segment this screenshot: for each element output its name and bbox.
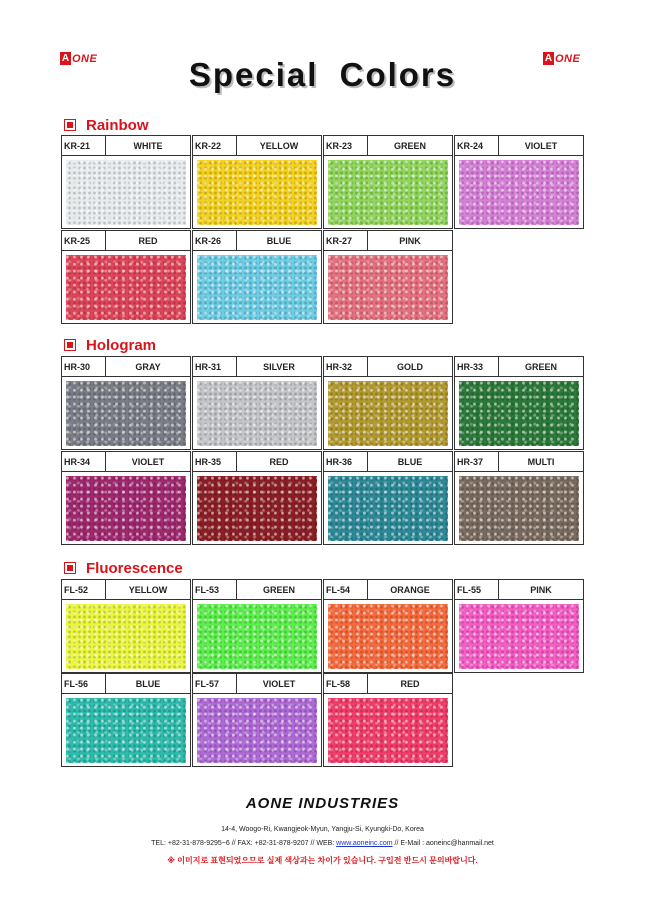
color-card — [192, 673, 322, 767]
color-name: PINK — [399, 235, 421, 246]
color-card — [61, 135, 191, 229]
color-card-header — [62, 136, 190, 156]
color-card-header — [62, 231, 190, 251]
color-card — [454, 451, 584, 545]
glitter-swatch — [328, 698, 448, 763]
glitter-swatch — [197, 698, 317, 763]
color-code: HR-36 — [324, 452, 368, 471]
color-code: FL-58 — [324, 674, 368, 693]
company-contact — [0, 840, 645, 847]
color-card-header — [324, 136, 452, 156]
color-name: YELLOW — [259, 140, 299, 151]
glitter-swatch — [459, 381, 579, 446]
color-name: VIOLET — [524, 140, 558, 151]
color-code: HR-30 — [62, 357, 106, 376]
glitter-swatch — [328, 255, 448, 320]
color-card — [323, 230, 453, 324]
glitter-swatch — [66, 255, 186, 320]
color-code: HR-32 — [324, 357, 368, 376]
color-card — [61, 451, 191, 545]
color-card-header — [62, 452, 190, 472]
color-code: KR-22 — [193, 136, 237, 155]
color-card-header — [193, 580, 321, 600]
color-name: VIOLET — [131, 456, 165, 467]
color-card — [454, 356, 584, 450]
color-card-header — [324, 231, 452, 251]
color-name: ORANGE — [390, 584, 430, 595]
aone-logo-left: A ONE — [61, 52, 98, 65]
glitter-swatch — [328, 160, 448, 225]
website-link[interactable]: www.aoneinc.com — [336, 840, 393, 847]
section-title-text: Rainbow — [86, 116, 149, 134]
color-card-header — [62, 674, 190, 694]
glitter-swatch — [66, 381, 186, 446]
section-title-rainbow — [64, 116, 149, 134]
disclaimer-note: ※ 이미지로 표현되었으므로 실제 색상과는 차이가 있습니다. 구입전 반드시 문의바랍니다. — [167, 856, 478, 865]
color-card — [323, 579, 453, 673]
color-card — [192, 451, 322, 545]
color-card — [192, 579, 322, 673]
color-card — [323, 673, 453, 767]
color-card-header — [324, 452, 452, 472]
section-title-text: Hologram — [86, 336, 157, 354]
color-card — [323, 451, 453, 545]
color-card — [454, 135, 584, 229]
contact-prefix: TEL: +82-31-878-9295~6 // FAX: +82-31-878-9207 // WEB: — [151, 840, 337, 847]
glitter-swatch — [459, 604, 579, 669]
color-name: RED — [269, 456, 289, 467]
color-card — [323, 356, 453, 450]
color-card — [61, 356, 191, 450]
color-code: FL-57 — [193, 674, 237, 693]
color-card-header — [455, 452, 583, 472]
color-name: GOLD — [397, 361, 423, 372]
color-name: PINK — [530, 584, 552, 595]
color-code: HR-37 — [455, 452, 499, 471]
color-card-header — [193, 231, 321, 251]
color-card-header — [62, 580, 190, 600]
color-name: YELLOW — [128, 584, 168, 595]
color-code: KR-26 — [193, 231, 237, 250]
bullet-square-icon — [64, 119, 76, 131]
glitter-swatch — [328, 476, 448, 541]
section-title-text: Fluorescence — [86, 559, 183, 577]
color-card — [192, 356, 322, 450]
color-card — [61, 579, 191, 673]
company-name: AONE INDUSTRIES — [245, 795, 400, 812]
color-code: FL-56 — [62, 674, 106, 693]
color-code: FL-53 — [193, 580, 237, 599]
glitter-swatch — [66, 160, 186, 225]
page-title: Special Colors — [188, 56, 457, 93]
color-name: BLUE — [397, 456, 423, 467]
color-name: BLUE — [135, 678, 161, 689]
color-card — [323, 135, 453, 229]
color-card-header — [455, 357, 583, 377]
section-title-fluorescence — [64, 559, 183, 577]
color-card-header — [193, 674, 321, 694]
bullet-square-icon — [64, 339, 76, 351]
color-name: WHITE — [133, 140, 163, 151]
color-card-header — [193, 136, 321, 156]
color-card-header — [324, 357, 452, 377]
color-card — [454, 579, 584, 673]
color-code: KR-25 — [62, 231, 106, 250]
color-code: FL-55 — [455, 580, 499, 599]
color-code: HR-34 — [62, 452, 106, 471]
color-card-header — [455, 580, 583, 600]
glitter-swatch — [197, 604, 317, 669]
color-card-header — [455, 136, 583, 156]
color-code: KR-23 — [324, 136, 368, 155]
glitter-swatch — [328, 381, 448, 446]
color-card-header — [324, 674, 452, 694]
color-code: HR-35 — [193, 452, 237, 471]
color-name: GREEN — [393, 140, 426, 151]
glitter-swatch — [66, 476, 186, 541]
color-name: RED — [138, 235, 158, 246]
bullet-square-icon — [64, 562, 76, 574]
glitter-swatch — [459, 476, 579, 541]
contact-suffix: // E-Mail : aoneinc@hanmail.net — [392, 840, 494, 847]
glitter-swatch — [197, 381, 317, 446]
color-name: BLUE — [266, 235, 292, 246]
color-card-header — [193, 357, 321, 377]
color-card-header — [324, 580, 452, 600]
color-name: GREEN — [524, 361, 557, 372]
color-name: RED — [400, 678, 420, 689]
glitter-swatch — [459, 160, 579, 225]
color-card — [192, 230, 322, 324]
color-card-header — [62, 357, 190, 377]
color-name: VIOLET — [262, 678, 296, 689]
color-card — [61, 673, 191, 767]
color-card — [61, 230, 191, 324]
color-code: KR-24 — [455, 136, 499, 155]
glitter-swatch — [197, 160, 317, 225]
color-code: KR-27 — [324, 231, 368, 250]
glitter-swatch — [66, 604, 186, 669]
color-code: HR-33 — [455, 357, 499, 376]
color-name: MULTI — [527, 456, 555, 467]
color-code: FL-52 — [62, 580, 106, 599]
color-name: SILVER — [263, 361, 295, 372]
glitter-swatch — [66, 698, 186, 763]
aone-logo-right: A ONE — [544, 52, 581, 65]
color-name: GRAY — [135, 361, 161, 372]
section-title-hologram — [64, 336, 156, 354]
color-card-header — [193, 452, 321, 472]
glitter-swatch — [328, 604, 448, 669]
color-card — [192, 135, 322, 229]
color-code: KR-21 — [62, 136, 106, 155]
glitter-swatch — [197, 476, 317, 541]
color-code: HR-31 — [193, 357, 237, 376]
glitter-swatch — [197, 255, 317, 320]
color-code: FL-54 — [324, 580, 368, 599]
color-name: GREEN — [262, 584, 295, 595]
company-address: 14-4, Woogo-Ri, Kwangjeok-Myun, Yangju-Si, Kyungki-Do, Korea — [221, 826, 424, 833]
